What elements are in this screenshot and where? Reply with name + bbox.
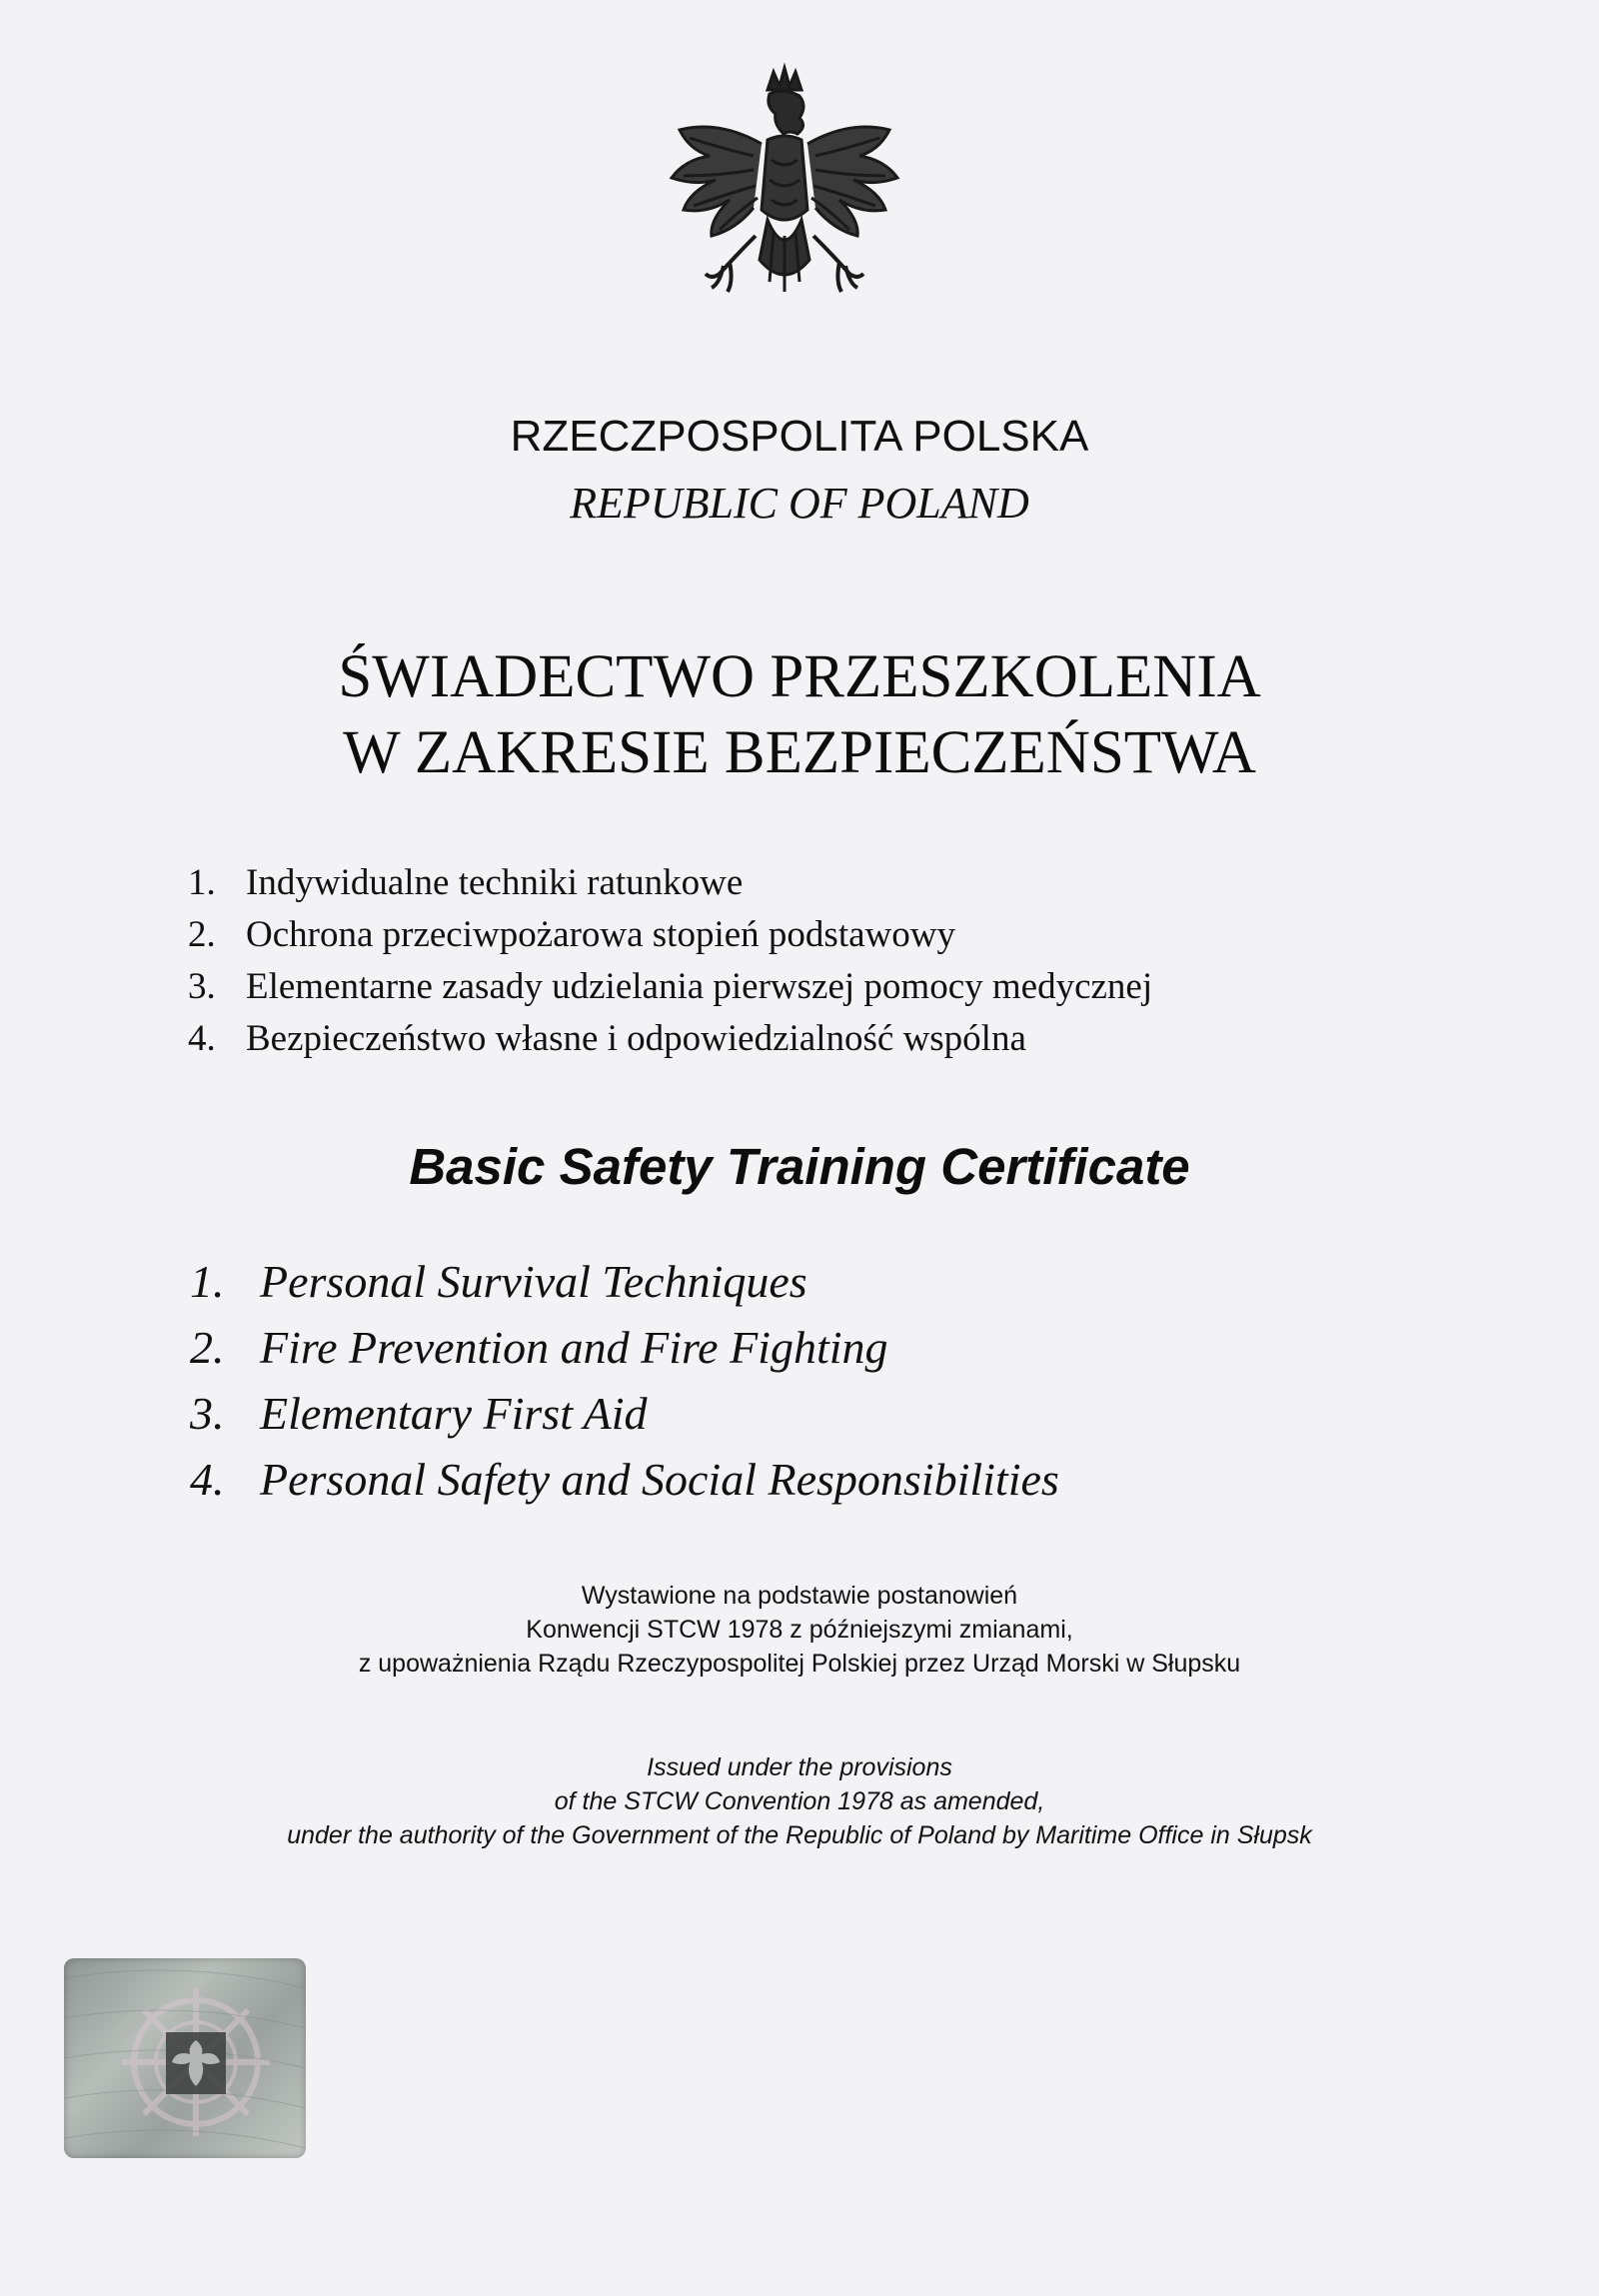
list-item [188, 1013, 1152, 1065]
list-item-text: Personal Survival Techniques [260, 1256, 807, 1307]
training-list-english [190, 1249, 1059, 1513]
list-item-number: 3. [188, 966, 216, 1007]
list-item-text: Ochrona przeciwpożarowa stopień podstawowy [246, 914, 955, 955]
issuance-polish-line-2: Konwencji STCW 1978 z późniejszymi zmianami, [526, 1616, 1073, 1644]
title-polish-line-1: ŚWIADECTWO PRZESZKOLENIA [338, 643, 1261, 710]
list-item-text: Elementary First Aid [260, 1388, 648, 1439]
list-item-number: 4. [190, 1454, 225, 1505]
list-item-text: Bezpieczeństwo własne i odpowiedzialność wspólna [246, 1018, 1026, 1059]
issuance-english-line-3: under the authority of the Government of the Republic of Poland by Maritime Office in Słupsk [287, 1821, 1312, 1849]
hologram-seal-icon [64, 1958, 306, 2158]
list-item-text: Fire Prevention and Fire Fighting [260, 1322, 888, 1373]
issuance-statement-english [0, 1750, 1599, 1852]
issuance-english-line-1: Issued under the provisions [647, 1753, 952, 1781]
list-item-text: Elementarne zasady udzielania pierwszej pomocy medycznej [246, 966, 1153, 1007]
list-item-number: 2. [188, 914, 216, 955]
list-item-number: 3. [190, 1388, 225, 1439]
list-item [188, 961, 1152, 1013]
title-polish-line-2: W ZAKRESIE BEZPIECZEŃSTWA [343, 719, 1256, 786]
polish-eagle-emblem-icon [650, 60, 919, 350]
certificate-title-english: Basic Safety Training Certificate [409, 1138, 1190, 1195]
country-name-polish: RZECZPOSPOLITA POLSKA [510, 412, 1089, 461]
hologram-security-seal [64, 1958, 306, 2158]
list-item-text: Indywidualne techniki ratunkowe [246, 862, 744, 903]
list-item-text: Personal Safety and Social Responsibilities [260, 1454, 1059, 1505]
issuance-english-line-2: of the STCW Convention 1978 as amended, [554, 1787, 1045, 1815]
list-item [190, 1249, 1059, 1315]
list-item [190, 1447, 1059, 1513]
country-name-english: REPUBLIC OF POLAND [570, 479, 1029, 528]
list-item [188, 909, 1152, 961]
list-item-number: 1. [188, 862, 216, 903]
training-list-polish [188, 857, 1152, 1065]
issuance-polish-line-3: z upoważnienia Rządu Rzeczypospolitej Polskiej przez Urząd Morski w Słupsku [358, 1650, 1241, 1678]
list-item-number: 1. [190, 1256, 225, 1307]
list-item-number: 2. [190, 1322, 225, 1373]
certificate-title-polish [0, 639, 1599, 791]
list-item [190, 1381, 1059, 1447]
list-item-number: 4. [188, 1018, 216, 1059]
issuance-polish-line-1: Wystawione na podstawie postanowień [581, 1582, 1018, 1610]
list-item [190, 1315, 1059, 1381]
list-item [188, 857, 1152, 909]
issuance-statement-polish [0, 1579, 1599, 1681]
